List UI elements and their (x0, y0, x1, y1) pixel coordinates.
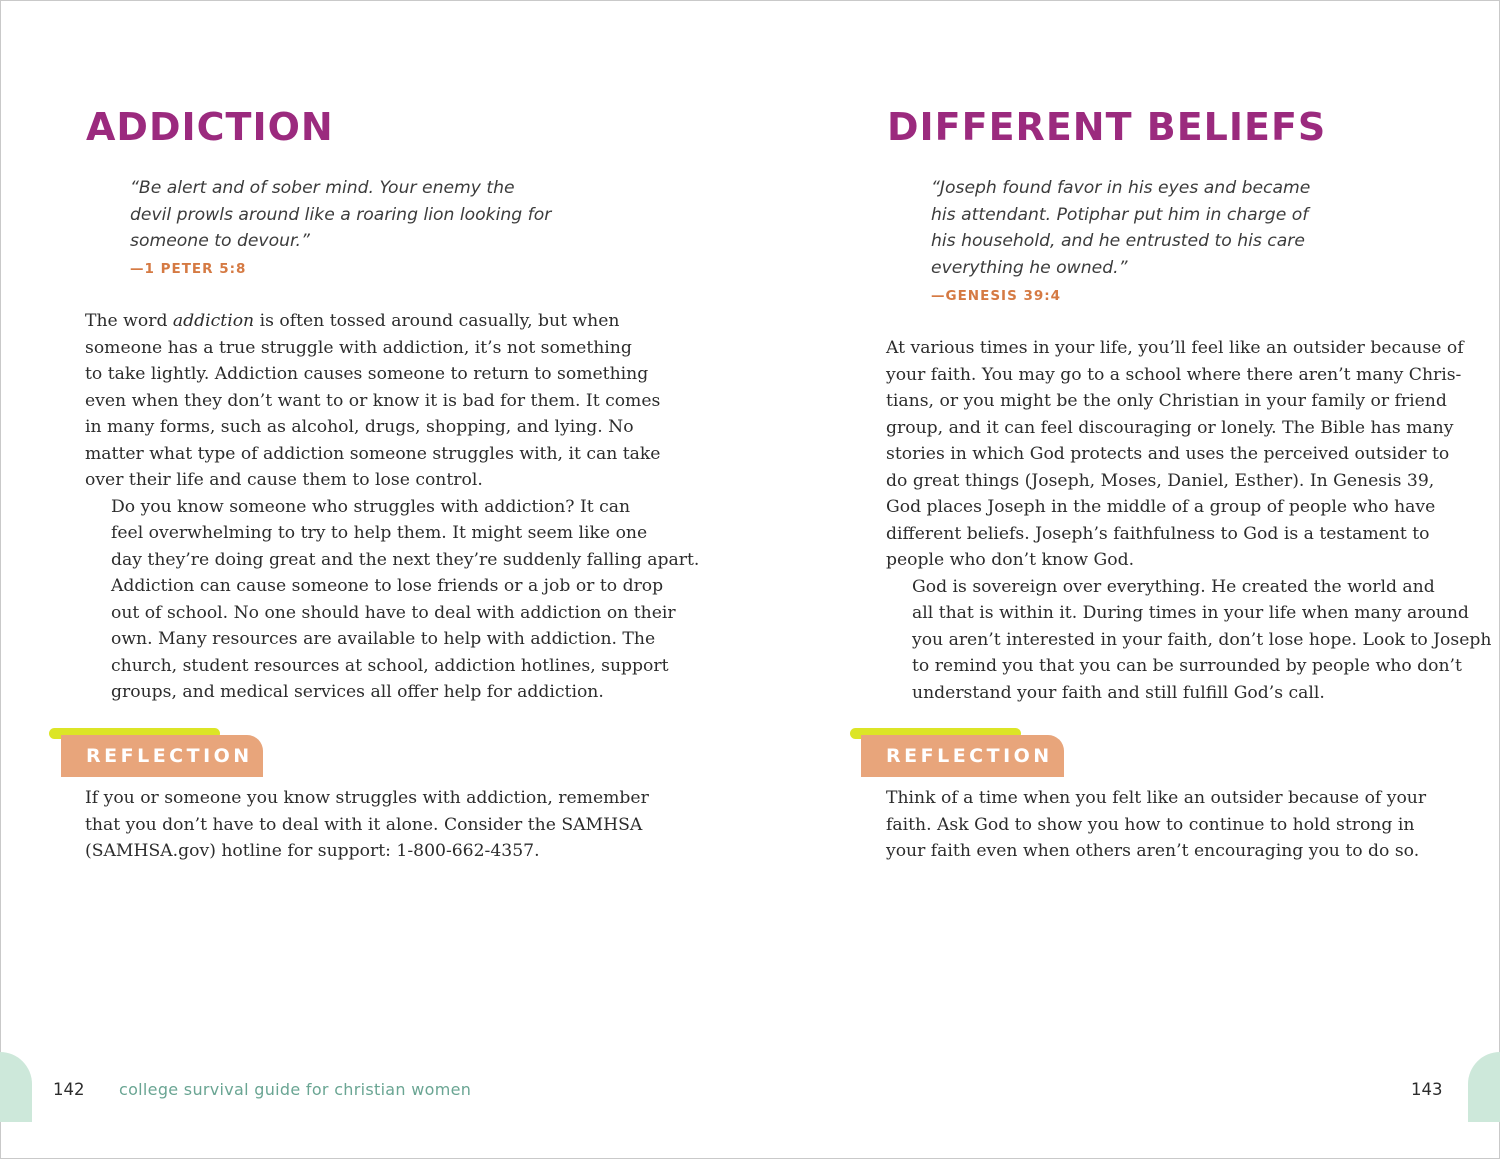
quote-line: everything he owned.” (931, 257, 1128, 278)
scripture-quote (931, 175, 1310, 281)
body-line: day they’re doing great and the next they’re suddenly falling apart. (111, 549, 700, 570)
paragraph (886, 574, 1491, 707)
reflection-tag (61, 735, 263, 777)
body-line: Think of a time when you felt like an outsider because of your (886, 788, 1427, 808)
page-title: DIFFERENT BELIEFS (887, 105, 1327, 149)
body-line: your faith even when others aren’t encouraging you to do so. (886, 841, 1420, 861)
body-line: Addiction can cause someone to lose friends or a job or to drop (111, 576, 664, 596)
body-line: feel overwhelming to try to help them. It might seem like one (111, 523, 648, 543)
body-line: in many forms, such as alcohol, drugs, shopping, and lying. No (85, 417, 634, 437)
body-line: groups, and medical services all offer help for addiction. (111, 682, 604, 702)
body-line: God places Joseph in the middle of a group of people who have (886, 497, 1436, 517)
body-line: group, and it can feel discouraging or lonely. The Bible has many (886, 417, 1454, 438)
body-line: The word addiction is often tossed around casually, but when (85, 311, 620, 331)
reflection-label: REFLECTION (886, 745, 1053, 767)
body-line: your faith. You may go to a school where there aren’t many Chris- (886, 364, 1462, 385)
body-line: you aren’t interested in your faith, don’t lose hope. Look to Joseph (912, 629, 1492, 650)
edge-tab (0, 1052, 32, 1122)
body-line: to remind you that you can be surrounded by people who don’t (912, 656, 1462, 676)
emphasis-word: addiction (172, 311, 255, 331)
body-line: faith. Ask God to show you how to continue to hold strong in (886, 814, 1415, 835)
quote-line: his household, and he entrusted to his care (931, 231, 1305, 252)
body-line: (SAMHSA.gov) hotline for support: 1-800-662-4357. (85, 841, 540, 861)
body-line: stories in which God protects and uses the perceived outsider to (886, 444, 1450, 464)
running-head: college survival guide for christian women (119, 1080, 472, 1099)
right-page (750, 0, 1500, 1159)
body-line: understand your faith and still fulfill God’s call. (912, 682, 1325, 703)
quote-line: “Be alert and of sober mind. Your enemy the (130, 178, 515, 198)
quote-line: devil prowls around like a roaring lion looking for (130, 204, 552, 225)
body-line: do great things (Joseph, Moses, Daniel, Esther). In Genesis 39, (886, 470, 1435, 491)
paragraph (85, 308, 699, 494)
body-line: that you don’t have to deal with it alone. Consider the SAMHSA (85, 814, 643, 835)
reflection-text (85, 785, 649, 865)
quote-line: “Joseph found favor in his eyes and became (931, 178, 1311, 198)
reflection-tag (861, 735, 1064, 777)
body-text (85, 308, 699, 706)
page-title: ADDICTION (86, 105, 334, 149)
body-line: At various times in your life, you’ll feel like an outsider because of (886, 338, 1464, 358)
page-number: 143 (1411, 1080, 1443, 1099)
body-line: someone has a true struggle with addiction, it’s not something (85, 337, 632, 358)
body-line: all that is within it. During times in your life when many around (912, 603, 1469, 623)
scripture-citation: —1 PETER 5:8 (130, 261, 247, 277)
quote-line: someone to devour.” (130, 231, 310, 252)
body-line: over their life and cause them to lose control. (85, 470, 483, 490)
edge-tab (1468, 1052, 1500, 1122)
body-line: matter what type of addiction someone struggles with, it can take (85, 443, 661, 464)
paragraph (85, 494, 699, 706)
body-line: even when they don’t want to or know it is bad for them. It comes (85, 390, 661, 411)
paragraph (886, 335, 1491, 574)
body-line: tians, or you might be the only Christian in your family or friend (886, 391, 1447, 411)
body-line: God is sovereign over everything. He created the world and (912, 576, 1435, 597)
body-line: church, student resources at school, addiction hotlines, support (111, 655, 669, 676)
scripture-citation: —GENESIS 39:4 (931, 288, 1062, 304)
reflection-text (886, 785, 1426, 865)
scripture-quote (130, 175, 551, 255)
body-line: own. Many resources are available to help with addiction. The (111, 629, 656, 649)
page-number: 142 (53, 1080, 85, 1099)
body-line: If you or someone you know struggles with addiction, remember (85, 788, 649, 808)
body-line: Do you know someone who struggles with addiction? It can (111, 496, 631, 517)
body-text (886, 335, 1491, 706)
body-line: to take lightly. Addiction causes someone to return to something (85, 364, 649, 384)
quote-line: his attendant. Potiphar put him in charge of (931, 204, 1309, 225)
body-line: out of school. No one should have to deal with addiction on their (111, 602, 676, 623)
reflection-label: REFLECTION (86, 745, 253, 767)
body-line: different beliefs. Joseph’s faithfulness to God is a testament to (886, 523, 1430, 544)
body-line: people who don’t know God. (886, 550, 1135, 570)
